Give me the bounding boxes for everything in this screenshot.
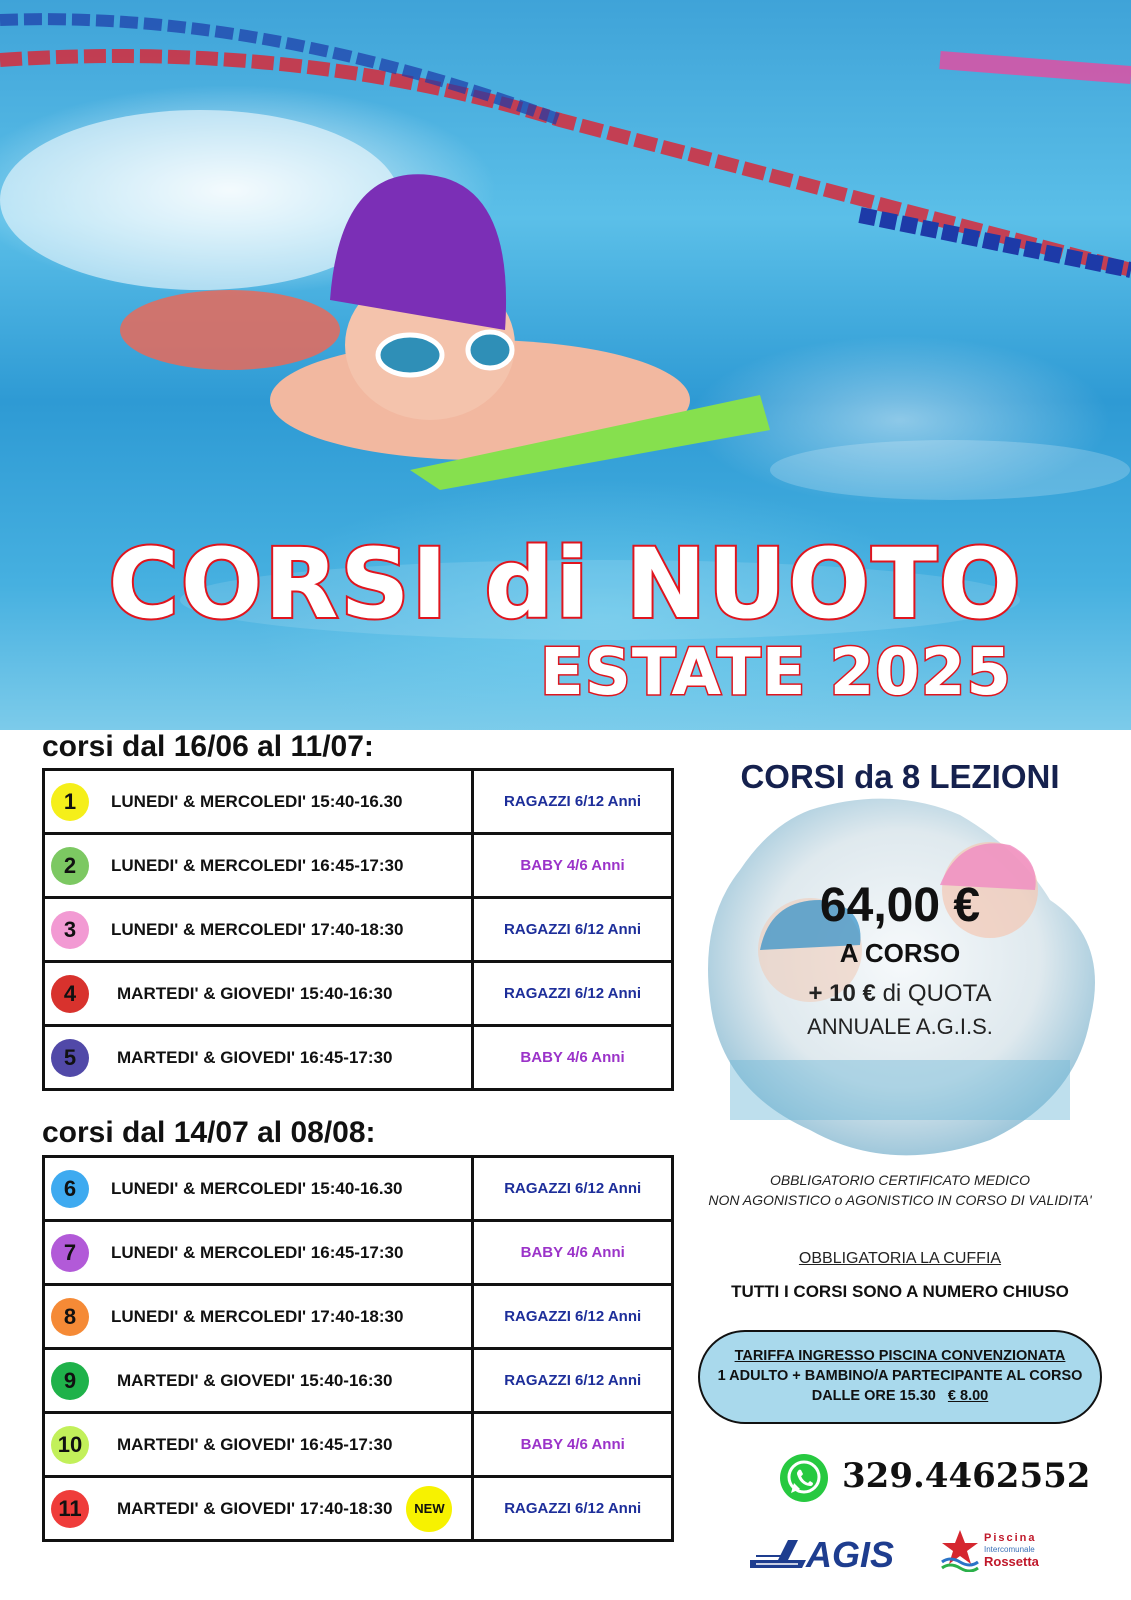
rate-time-price — [700, 1386, 1100, 1406]
medical-cert-line2: NON AGONISTICO o AGONISTICO IN CORSO DI VALIDITA' — [708, 1192, 1092, 1208]
course-number-badge: 11 — [51, 1490, 89, 1528]
agis-logo — [748, 1534, 895, 1579]
logo-rossetta-text: Rossetta — [984, 1554, 1039, 1569]
price-per-course: A CORSO — [839, 938, 961, 968]
course-row — [44, 1349, 673, 1413]
course-number-badge: 7 — [51, 1234, 89, 1272]
course-row — [44, 1285, 673, 1349]
course-number-badge: 5 — [51, 1039, 89, 1077]
course-row — [44, 770, 673, 834]
course-price: 64,00 € — [819, 879, 981, 932]
new-badge: NEW — [406, 1486, 452, 1532]
course-number-badge: 1 — [51, 783, 89, 821]
course-schedule: MARTEDI' & GIOVEDI' 17:40-18:30 — [117, 1498, 393, 1518]
course-age-group: BABY 4/6 Anni — [473, 1026, 673, 1090]
swim-cap-notice: OBBLIGATORIA LA CUFFIA — [798, 1250, 1002, 1267]
course-schedule-cell — [44, 1413, 473, 1477]
phone-number[interactable]: 329.4462552 — [842, 1456, 1091, 1496]
course-age-group: BABY 4/6 Anni — [473, 1221, 673, 1285]
main-title: CORSI di NUOTO — [108, 528, 1023, 640]
rate-time: DALLE ORE 15.30 — [811, 1388, 936, 1404]
course-schedule: LUNEDI' & MERCOLEDI' 17:40-18:30 — [111, 919, 404, 939]
subtitle: ESTATE 2025 — [540, 636, 1012, 710]
course-schedule-cell — [44, 1026, 473, 1090]
course-schedule-cell — [44, 1349, 473, 1413]
rate-description: 1 ADULTO + BAMBINO/A PARTECIPANTE AL CORSO — [717, 1368, 1083, 1384]
course-row — [44, 1413, 673, 1477]
medical-cert-line1: OBBLIGATORIO CERTIFICATO MEDICO — [769, 1172, 1031, 1188]
course-schedule: LUNEDI' & MERCOLEDI' 15:40-16.30 — [111, 1178, 403, 1198]
whatsapp-icon — [778, 1452, 830, 1504]
agis-logo-text: AGIS — [806, 1534, 895, 1575]
course-age-group: RAGAZZI 6/12 Anni — [473, 770, 673, 834]
logo-piscina-text: Piscina — [984, 1532, 1037, 1544]
course-age-group: BABY 4/6 Anni — [473, 1413, 673, 1477]
course-schedule-cell — [44, 962, 473, 1026]
course-schedule: LUNEDI' & MERCOLEDI' 16:45-17:30 — [111, 855, 404, 875]
course-row — [44, 1477, 673, 1541]
course-schedule: LUNEDI' & MERCOLEDI' 16:45-17:30 — [111, 1242, 404, 1262]
course-row — [44, 834, 673, 898]
course-age-group: BABY 4/6 Anni — [473, 834, 673, 898]
course-schedule-cell — [44, 898, 473, 962]
course-schedule-cell — [44, 1477, 473, 1541]
course-schedule-cell — [44, 1157, 473, 1221]
course-age-group: RAGAZZI 6/12 Anni — [473, 1285, 673, 1349]
course-schedule: LUNEDI' & MERCOLEDI' 15:40-16.30 — [111, 791, 403, 811]
course-schedule: MARTEDI' & GIOVEDI' 15:40-16:30 — [117, 983, 393, 1003]
course-age-group: RAGAZZI 6/12 Anni — [473, 1349, 673, 1413]
course-number-badge: 4 — [51, 975, 89, 1013]
course-age-group: RAGAZZI 6/12 Anni — [473, 898, 673, 962]
course-age-group: RAGAZZI 6/12 Anni — [473, 1477, 673, 1541]
course-schedule-cell — [44, 1285, 473, 1349]
course-age-group: RAGAZZI 6/12 Anni — [473, 1157, 673, 1221]
course-row — [44, 962, 673, 1026]
rate-price: € 8.00 — [947, 1388, 989, 1404]
piscina-rossetta-logo — [940, 1528, 1039, 1577]
schedule-table-1 — [42, 768, 674, 1091]
course-schedule: MARTEDI' & GIOVEDI' 15:40-16:30 — [117, 1370, 393, 1390]
course-row — [44, 1221, 673, 1285]
annual-fee-line2: ANNUALE A.G.I.S. — [807, 1014, 993, 1039]
course-number-badge: 3 — [51, 911, 89, 949]
course-row — [44, 1026, 673, 1090]
star-swimmer-icon — [940, 1528, 980, 1572]
logo-intercomunale-text: Intercomunale — [984, 1545, 1035, 1554]
schedule-table-2 — [42, 1155, 674, 1542]
limited-places-notice: TUTTI I CORSI SONO A NUMERO CHIUSO — [731, 1282, 1069, 1301]
agis-emblem-icon — [748, 1534, 808, 1574]
pool-entry-rate-box — [698, 1330, 1102, 1424]
course-schedule-cell — [44, 834, 473, 898]
course-number-badge: 10 — [51, 1426, 89, 1464]
course-schedule: LUNEDI' & MERCOLEDI' 17:40-18:30 — [111, 1306, 404, 1326]
course-row — [44, 1157, 673, 1221]
course-schedule: MARTEDI' & GIOVEDI' 16:45-17:30 — [117, 1047, 393, 1067]
course-schedule: MARTEDI' & GIOVEDI' 16:45-17:30 — [117, 1434, 393, 1454]
course-number-badge: 8 — [51, 1298, 89, 1336]
course-info-title: CORSI da 8 LEZIONI — [740, 758, 1060, 795]
course-row — [44, 898, 673, 962]
annual-fee-text: di QUOTA — [882, 980, 992, 1007]
course-number-badge: 2 — [51, 847, 89, 885]
period-2-label: corsi dal 14/07 al 08/08: — [42, 1116, 376, 1149]
period-1-label: corsi dal 16/06 al 11/07: — [42, 730, 374, 763]
hero-image — [0, 0, 1131, 730]
course-age-group: RAGAZZI 6/12 Anni — [473, 962, 673, 1026]
annual-fee-line1 — [690, 980, 1110, 1008]
annual-fee-amount: + 10 € — [808, 980, 876, 1007]
course-number-badge: 9 — [51, 1362, 89, 1400]
course-schedule-cell — [44, 1221, 473, 1285]
course-number-badge: 6 — [51, 1170, 89, 1208]
rate-title: TARIFFA INGRESSO PISCINA CONVENZIONATA — [734, 1348, 1066, 1364]
course-schedule-cell — [44, 770, 473, 834]
